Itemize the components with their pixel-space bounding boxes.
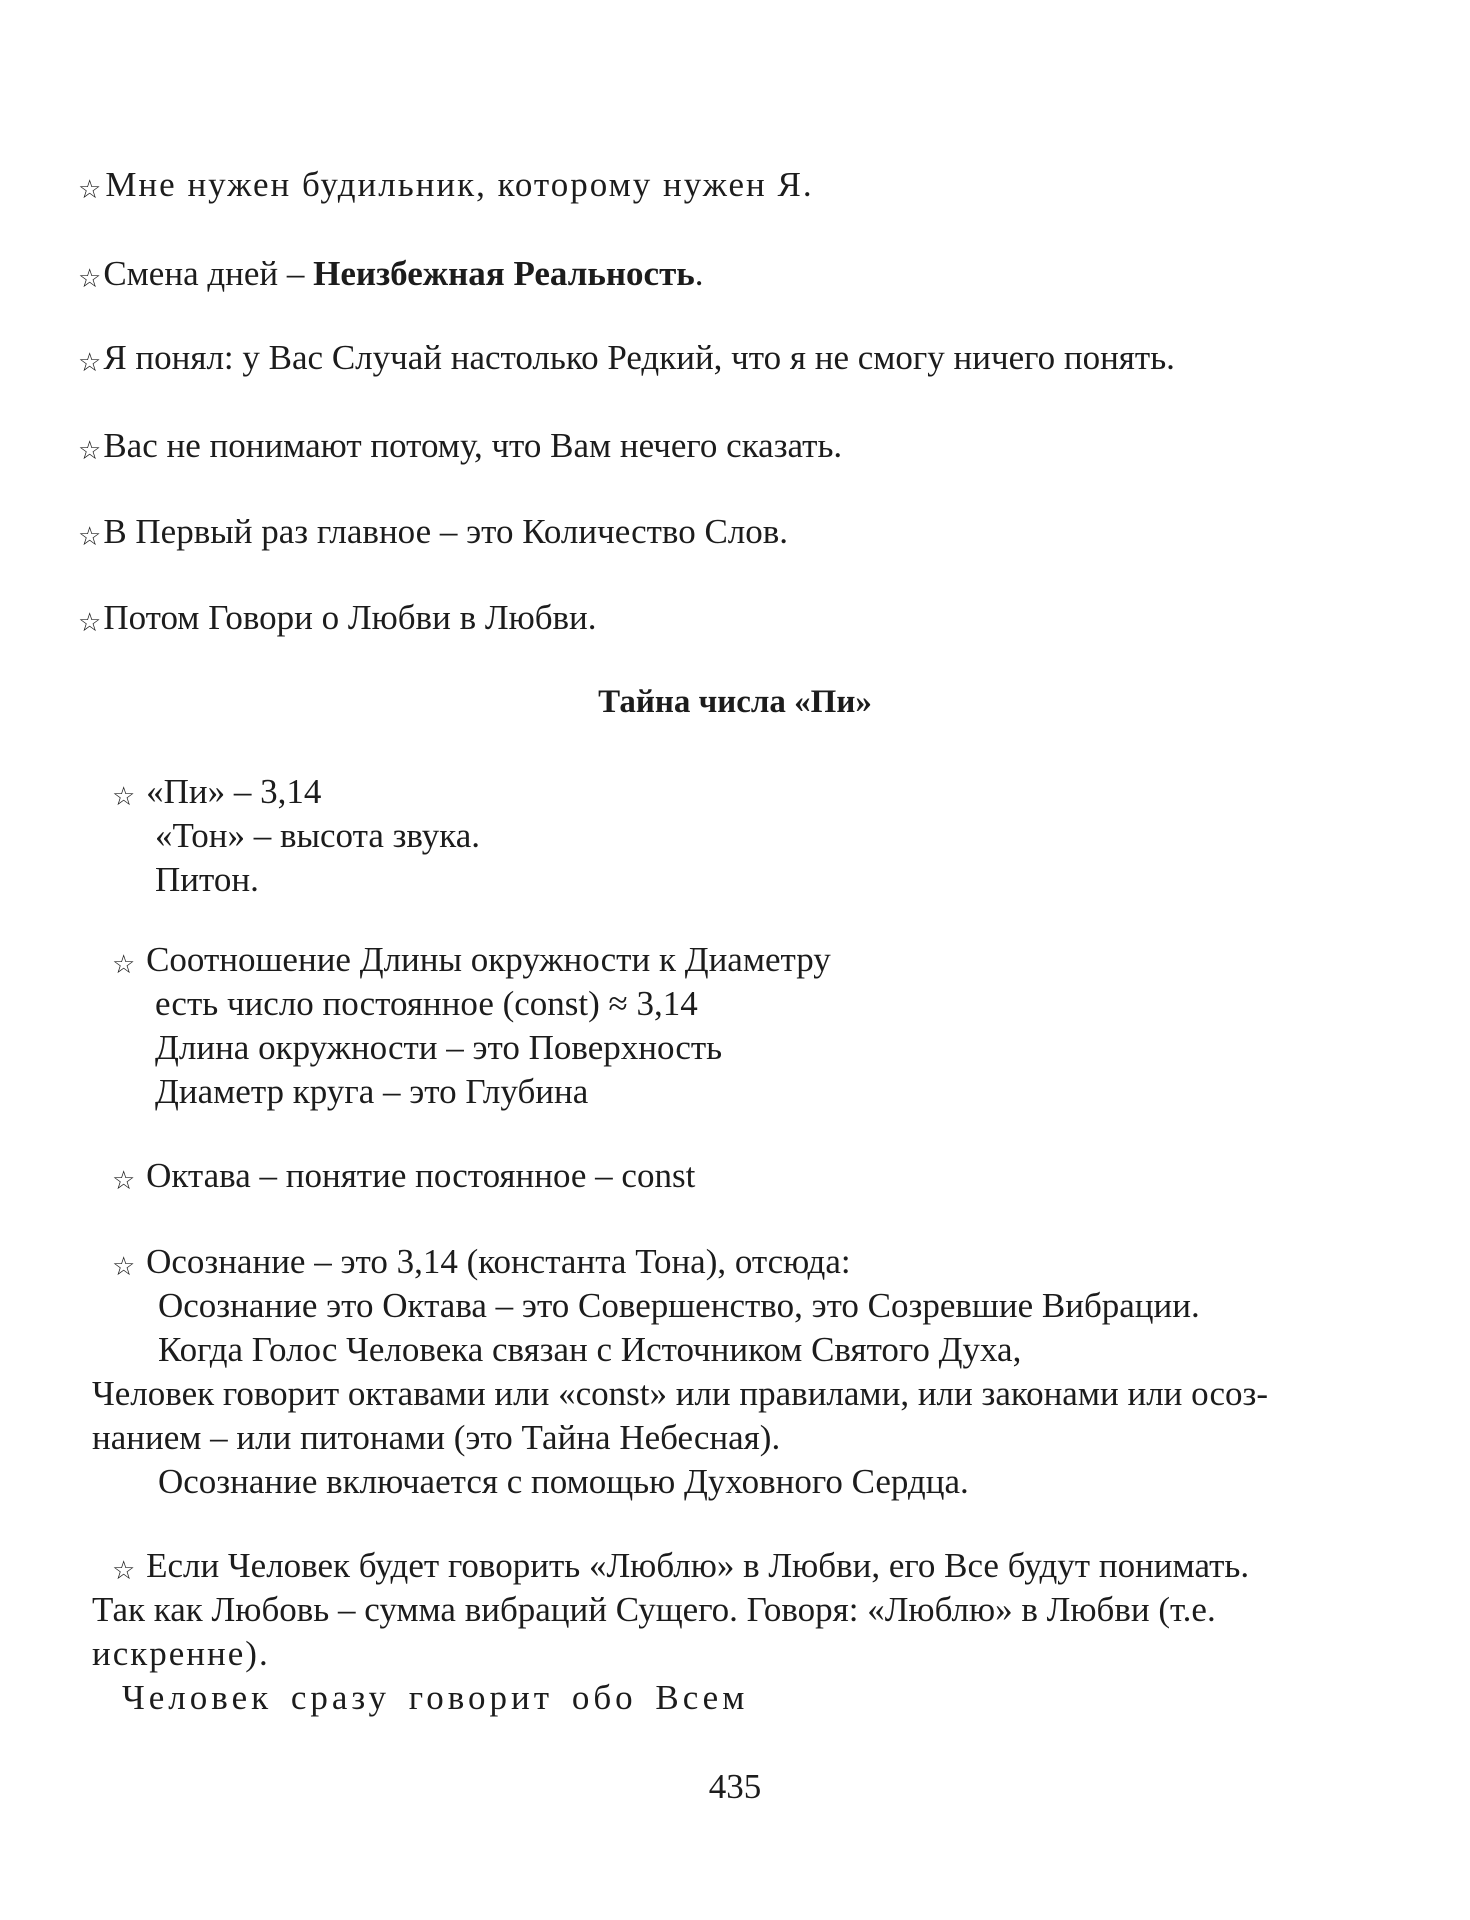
love-block-line: Так как Любовь – сумма вибраций Сущего. Говоря: «Люблю» в Любви (т.е. (92, 1590, 1216, 1629)
awareness-block-line: Человек говорит октавами или «const» или правилами, или законами или осоз- (92, 1374, 1269, 1413)
star-icon: ☆ (78, 175, 104, 205)
star-icon: ☆ (78, 264, 102, 294)
ratio-block-line: Диаметр круга – это Глубина (155, 1072, 589, 1111)
pi-block-line: Питон. (155, 860, 259, 899)
octave-block: ☆ Октава – понятие постоянное – const (112, 1154, 695, 1201)
awareness-block-line: Когда Голос Человека связан с Источником Святого Духа, (158, 1330, 1022, 1369)
star-icon: ☆ (78, 348, 102, 378)
aphorism-5: ☆В Первый раз главное – это Количество Слов. (78, 510, 788, 557)
star-icon: ☆ (112, 1252, 136, 1282)
star-icon: ☆ (112, 950, 136, 980)
star-icon: ☆ (112, 1556, 136, 1586)
awareness-block-line: Осознание это Октава – это Совершенство, это Созревшие Вибрации. (158, 1286, 1200, 1325)
love-block-line: Человек сразу говорит обо Всем (122, 1678, 749, 1717)
page-number: 435 (708, 1767, 762, 1806)
aphorism-3: ☆Я понял: у Вас Случай настолько Редкий, что я не смогу ничего понять. (78, 336, 1175, 383)
bold-phrase: Неизбежная Реальность (313, 254, 695, 293)
star-icon: ☆ (78, 522, 102, 552)
aphorism-6: ☆Потом Говори о Любви в Любви. (78, 596, 597, 643)
awareness-block-line: нанием – или питонами (это Тайна Небесная). (92, 1418, 781, 1457)
awareness-block-line: Осознание включается с помощью Духовного Сердца. (158, 1462, 969, 1501)
ratio-block-line: Длина окружности – это Поверхность (155, 1028, 723, 1067)
aphorism-1: ☆Мне нужен будильник, которому нужен Я. (78, 163, 814, 210)
star-icon: ☆ (112, 782, 136, 812)
section-title: Тайна числа «Пи» (598, 684, 872, 720)
star-icon: ☆ (78, 608, 102, 638)
star-icon: ☆ (78, 436, 102, 466)
ratio-block-line: есть число постоянное (const) ≈ 3,14 (155, 984, 698, 1023)
awareness-block-first: ☆ Осознание – это 3,14 (константа Тона), отсюда: (112, 1240, 851, 1287)
love-block-first: ☆ Если Человек будет говорить «Люблю» в Любви, его Все будут понимать. (112, 1544, 1249, 1591)
star-icon: ☆ (112, 1166, 136, 1196)
ratio-block-first: ☆ Соотношение Длины окружности к Диаметру (112, 938, 831, 985)
love-block-line: искренне). (92, 1634, 270, 1673)
aphorism-2: ☆Смена дней – Неизбежная Реальность. (78, 252, 704, 299)
aphorism-4: ☆Вас не понимают потому, что Вам нечего сказать. (78, 424, 842, 471)
pi-block-first: ☆ «Пи» – 3,14 (112, 770, 321, 817)
pi-block-line: «Тон» – высота звука. (155, 816, 481, 855)
